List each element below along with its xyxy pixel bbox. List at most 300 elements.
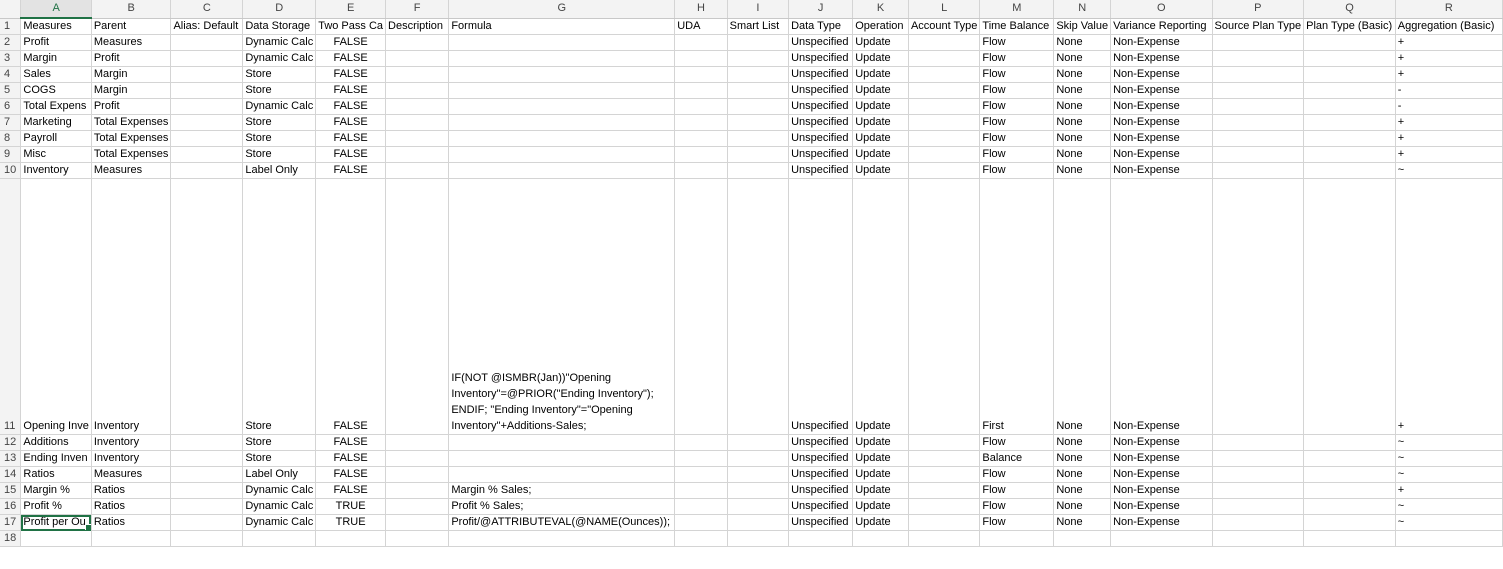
cell[interactable] <box>1212 499 1304 515</box>
cell[interactable]: Update <box>853 499 909 515</box>
cell[interactable] <box>853 531 909 547</box>
cell[interactable] <box>1212 35 1304 51</box>
cell[interactable]: + <box>1395 51 1502 67</box>
cell[interactable]: Flow <box>980 467 1054 483</box>
cell[interactable] <box>171 67 243 83</box>
cell[interactable] <box>675 435 727 451</box>
column-header[interactable]: N <box>1054 0 1111 18</box>
cell[interactable]: FALSE <box>316 467 386 483</box>
cell[interactable] <box>386 51 449 67</box>
cell[interactable]: Flow <box>980 35 1054 51</box>
column-header[interactable]: O <box>1111 0 1212 18</box>
cell[interactable] <box>727 451 788 467</box>
cell[interactable] <box>386 131 449 147</box>
cell[interactable]: Skip Value <box>1054 18 1111 35</box>
cell[interactable]: Unspecified <box>789 451 853 467</box>
cell[interactable]: FALSE <box>316 147 386 163</box>
cell[interactable]: FALSE <box>316 131 386 147</box>
cell[interactable]: None <box>1054 131 1111 147</box>
cell[interactable] <box>449 531 675 547</box>
row-header[interactable]: 13 <box>0 451 21 467</box>
cell[interactable]: Non-Expense <box>1111 179 1212 435</box>
cell[interactable] <box>908 531 979 547</box>
cell[interactable] <box>316 531 386 547</box>
cell[interactable]: FALSE <box>316 83 386 99</box>
cell[interactable] <box>1212 51 1304 67</box>
select-all-corner[interactable] <box>0 0 21 18</box>
cell[interactable] <box>449 163 675 179</box>
cell[interactable]: FALSE <box>316 67 386 83</box>
column-header[interactable]: Q <box>1304 0 1396 18</box>
cell[interactable]: Misc <box>21 147 91 163</box>
cell[interactable] <box>1212 515 1304 531</box>
row-header[interactable]: 9 <box>0 147 21 163</box>
cell[interactable]: Update <box>853 35 909 51</box>
cell[interactable] <box>1304 531 1396 547</box>
cell[interactable]: Total Expenses <box>91 131 171 147</box>
cell[interactable]: + <box>1395 131 1502 147</box>
cell[interactable] <box>1304 179 1396 435</box>
cell[interactable]: Update <box>853 147 909 163</box>
cell[interactable]: Non-Expense <box>1111 467 1212 483</box>
cell[interactable]: Measures <box>91 467 171 483</box>
cell[interactable] <box>91 531 171 547</box>
cell[interactable]: Margin <box>91 83 171 99</box>
cell[interactable] <box>908 35 979 51</box>
cell[interactable] <box>171 179 243 435</box>
cell[interactable] <box>727 483 788 499</box>
cell[interactable] <box>386 483 449 499</box>
cell[interactable] <box>675 179 727 435</box>
cell[interactable]: Label Only <box>243 467 316 483</box>
cell[interactable] <box>727 499 788 515</box>
cell[interactable]: Data Storage <box>243 18 316 35</box>
cell[interactable] <box>386 179 449 435</box>
cell[interactable]: Ratios <box>91 515 171 531</box>
cell[interactable]: Flow <box>980 131 1054 147</box>
cell[interactable]: Non-Expense <box>1111 451 1212 467</box>
cell[interactable]: Non-Expense <box>1111 147 1212 163</box>
cell[interactable]: Unspecified <box>789 467 853 483</box>
cell[interactable]: FALSE <box>316 163 386 179</box>
cell[interactable] <box>171 83 243 99</box>
cell[interactable]: Payroll <box>21 131 91 147</box>
cell[interactable]: Flow <box>980 163 1054 179</box>
cell[interactable] <box>171 99 243 115</box>
cell[interactable] <box>908 99 979 115</box>
column-header[interactable]: P <box>1212 0 1304 18</box>
cell[interactable]: Unspecified <box>789 483 853 499</box>
cell[interactable] <box>1304 83 1396 99</box>
cell[interactable]: None <box>1054 147 1111 163</box>
cell[interactable]: Update <box>853 515 909 531</box>
cell[interactable]: Flow <box>980 499 1054 515</box>
cell[interactable] <box>727 179 788 435</box>
cell[interactable]: Unspecified <box>789 515 853 531</box>
cell[interactable]: Total Expens <box>21 99 91 115</box>
cell[interactable] <box>675 131 727 147</box>
cell[interactable] <box>449 51 675 67</box>
cell[interactable]: Margin <box>91 67 171 83</box>
cell[interactable] <box>675 531 727 547</box>
cell[interactable]: Non-Expense <box>1111 163 1212 179</box>
cell[interactable]: Update <box>853 83 909 99</box>
cell[interactable]: Flow <box>980 115 1054 131</box>
cell[interactable]: Flow <box>980 99 1054 115</box>
cell[interactable]: Unspecified <box>789 131 853 147</box>
cell[interactable] <box>1212 531 1304 547</box>
cell[interactable]: Inventory <box>91 435 171 451</box>
cell[interactable] <box>727 163 788 179</box>
cell[interactable]: COGS <box>21 83 91 99</box>
cell[interactable] <box>727 147 788 163</box>
cell[interactable] <box>449 131 675 147</box>
cell[interactable] <box>1304 115 1396 131</box>
cell[interactable]: Label Only <box>243 163 316 179</box>
cell[interactable] <box>727 515 788 531</box>
cell[interactable]: Non-Expense <box>1111 499 1212 515</box>
cell[interactable]: Account Type <box>908 18 979 35</box>
cell[interactable] <box>1212 451 1304 467</box>
cell[interactable]: Unspecified <box>789 99 853 115</box>
cell[interactable]: Non-Expense <box>1111 115 1212 131</box>
cell[interactable]: None <box>1054 163 1111 179</box>
cell[interactable]: Time Balance <box>980 18 1054 35</box>
cell[interactable] <box>727 99 788 115</box>
cell[interactable]: Unspecified <box>789 35 853 51</box>
cell[interactable]: Store <box>243 83 316 99</box>
cell[interactable]: First <box>980 179 1054 435</box>
cell[interactable] <box>908 483 979 499</box>
column-header[interactable]: E <box>316 0 386 18</box>
cell[interactable]: Additions <box>21 435 91 451</box>
column-header[interactable]: I <box>727 0 788 18</box>
cell[interactable] <box>1304 515 1396 531</box>
cell[interactable] <box>386 83 449 99</box>
row-header[interactable]: 15 <box>0 483 21 499</box>
cell[interactable] <box>171 115 243 131</box>
cell[interactable] <box>675 99 727 115</box>
cell[interactable]: Dynamic Calc <box>243 51 316 67</box>
cell[interactable] <box>171 51 243 67</box>
cell[interactable] <box>675 51 727 67</box>
cell[interactable]: Flow <box>980 435 1054 451</box>
cell[interactable]: Update <box>853 99 909 115</box>
cell[interactable]: Measures <box>91 163 171 179</box>
cell[interactable]: Inventory <box>21 163 91 179</box>
cell[interactable] <box>727 115 788 131</box>
row-header[interactable]: 11 <box>0 179 21 435</box>
cell[interactable] <box>386 515 449 531</box>
cell[interactable]: Update <box>853 131 909 147</box>
cell[interactable]: Unspecified <box>789 115 853 131</box>
cell[interactable] <box>908 131 979 147</box>
cell[interactable] <box>1304 131 1396 147</box>
cell[interactable] <box>1304 451 1396 467</box>
cell[interactable]: UDA <box>675 18 727 35</box>
cell[interactable]: FALSE <box>316 435 386 451</box>
cell[interactable]: Dynamic Calc <box>243 99 316 115</box>
cell[interactable]: Unspecified <box>789 147 853 163</box>
cell[interactable]: + <box>1395 115 1502 131</box>
cell[interactable] <box>1304 99 1396 115</box>
cell[interactable]: Non-Expense <box>1111 35 1212 51</box>
cell[interactable]: Profit <box>21 35 91 51</box>
row-header[interactable]: 14 <box>0 467 21 483</box>
cell[interactable]: Dynamic Calc <box>243 515 316 531</box>
cell[interactable] <box>727 531 788 547</box>
cell[interactable]: Non-Expense <box>1111 99 1212 115</box>
cell[interactable]: None <box>1054 483 1111 499</box>
column-header[interactable]: L <box>908 0 979 18</box>
cell[interactable] <box>386 67 449 83</box>
cell[interactable]: FALSE <box>316 51 386 67</box>
cell[interactable] <box>908 467 979 483</box>
cell[interactable]: Update <box>853 483 909 499</box>
cell[interactable] <box>789 531 853 547</box>
cell[interactable] <box>1304 499 1396 515</box>
cell[interactable] <box>1212 163 1304 179</box>
cell[interactable]: ~ <box>1395 515 1502 531</box>
cell[interactable] <box>449 35 675 51</box>
cell[interactable]: + <box>1395 35 1502 51</box>
cell[interactable] <box>171 467 243 483</box>
cell[interactable]: Store <box>243 131 316 147</box>
cell[interactable] <box>727 131 788 147</box>
cell[interactable]: Ratios <box>21 467 91 483</box>
cell[interactable] <box>386 99 449 115</box>
cell[interactable] <box>1304 467 1396 483</box>
cell[interactable] <box>449 99 675 115</box>
cell[interactable] <box>675 515 727 531</box>
cell[interactable]: Sales <box>21 67 91 83</box>
cell[interactable]: Flow <box>980 67 1054 83</box>
cell[interactable] <box>727 467 788 483</box>
cell[interactable]: None <box>1054 499 1111 515</box>
cell[interactable] <box>675 83 727 99</box>
cell[interactable] <box>386 467 449 483</box>
cell[interactable] <box>171 451 243 467</box>
cell[interactable]: Two Pass Ca <box>316 18 386 35</box>
cell[interactable]: Unspecified <box>789 435 853 451</box>
cell[interactable]: Non-Expense <box>1111 51 1212 67</box>
active-cell[interactable]: Profit per Ou <box>21 515 91 531</box>
cell[interactable]: None <box>1054 67 1111 83</box>
cell[interactable]: Profit % Sales; <box>449 499 675 515</box>
cell[interactable]: Margin % Sales; <box>449 483 675 499</box>
cell[interactable] <box>1304 163 1396 179</box>
cell[interactable]: + <box>1395 67 1502 83</box>
cell[interactable]: Update <box>853 179 909 435</box>
cell[interactable] <box>386 531 449 547</box>
cell[interactable] <box>908 451 979 467</box>
cell[interactable]: IF(NOT @ISMBR(Jan))"Opening Inventory"=@PRIOR("Ending Inventory"); ENDIF; "Ending Inventory"="Opening Inventory"+Additions-Sales; <box>449 179 675 435</box>
cell[interactable]: Formula <box>449 18 675 35</box>
cell[interactable] <box>386 115 449 131</box>
cell[interactable]: Flow <box>980 51 1054 67</box>
cell[interactable] <box>675 483 727 499</box>
cell[interactable]: + <box>1395 483 1502 499</box>
cell[interactable] <box>386 435 449 451</box>
cell[interactable]: Alias: Default <box>171 18 243 35</box>
cell[interactable] <box>449 435 675 451</box>
cell[interactable] <box>727 35 788 51</box>
column-header[interactable]: C <box>171 0 243 18</box>
cell[interactable]: Source Plan Type <box>1212 18 1304 35</box>
cell[interactable]: Update <box>853 67 909 83</box>
cell[interactable]: TRUE <box>316 499 386 515</box>
cell[interactable]: Non-Expense <box>1111 67 1212 83</box>
cell[interactable]: None <box>1054 51 1111 67</box>
cell[interactable]: Store <box>243 179 316 435</box>
cell[interactable] <box>908 115 979 131</box>
cell[interactable]: None <box>1054 435 1111 451</box>
cell[interactable] <box>1304 435 1396 451</box>
cell[interactable] <box>449 115 675 131</box>
cell[interactable] <box>1304 51 1396 67</box>
cell[interactable]: Ending Inven <box>21 451 91 467</box>
cell[interactable]: Unspecified <box>789 179 853 435</box>
cell[interactable]: Non-Expense <box>1111 435 1212 451</box>
cell[interactable] <box>1212 83 1304 99</box>
column-header[interactable]: R <box>1395 0 1502 18</box>
cell[interactable]: Total Expenses <box>91 115 171 131</box>
cell[interactable] <box>980 531 1054 547</box>
cell[interactable]: Profit % <box>21 499 91 515</box>
cell[interactable] <box>908 499 979 515</box>
cell[interactable]: Profit <box>91 99 171 115</box>
cell[interactable] <box>908 179 979 435</box>
cell[interactable]: Inventory <box>91 451 171 467</box>
cell[interactable]: Flow <box>980 83 1054 99</box>
cell[interactable]: Aggregation (Basic) <box>1395 18 1502 35</box>
cell[interactable]: ~ <box>1395 163 1502 179</box>
column-header[interactable]: K <box>853 0 909 18</box>
cell[interactable] <box>386 163 449 179</box>
cell[interactable]: Store <box>243 147 316 163</box>
cell[interactable]: None <box>1054 83 1111 99</box>
cell[interactable] <box>727 51 788 67</box>
row-header[interactable]: 6 <box>0 99 21 115</box>
cell[interactable] <box>908 83 979 99</box>
cell[interactable]: Dynamic Calc <box>243 499 316 515</box>
cell[interactable]: Update <box>853 51 909 67</box>
column-header[interactable]: A <box>21 0 91 18</box>
cell[interactable]: + <box>1395 147 1502 163</box>
row-header[interactable]: 10 <box>0 163 21 179</box>
cell[interactable] <box>1212 179 1304 435</box>
cell[interactable]: Inventory <box>91 179 171 435</box>
cell[interactable]: FALSE <box>316 483 386 499</box>
cell[interactable] <box>675 499 727 515</box>
cell[interactable]: None <box>1054 467 1111 483</box>
cell[interactable]: Measures <box>91 35 171 51</box>
row-header[interactable]: 8 <box>0 131 21 147</box>
cell[interactable] <box>727 67 788 83</box>
cell[interactable]: - <box>1395 83 1502 99</box>
cell[interactable]: Non-Expense <box>1111 483 1212 499</box>
cell[interactable]: FALSE <box>316 99 386 115</box>
cell[interactable]: Update <box>853 435 909 451</box>
cell[interactable] <box>1304 35 1396 51</box>
cell[interactable]: Store <box>243 67 316 83</box>
column-header[interactable]: J <box>789 0 853 18</box>
cell[interactable]: Variance Reporting <box>1111 18 1212 35</box>
cell[interactable]: Non-Expense <box>1111 83 1212 99</box>
cell[interactable] <box>1212 435 1304 451</box>
cell[interactable]: - <box>1395 99 1502 115</box>
cell[interactable]: None <box>1054 99 1111 115</box>
cell[interactable] <box>675 67 727 83</box>
cell[interactable]: Profit/@ATTRIBUTEVAL(@NAME(Ounces)); <box>449 515 675 531</box>
cell[interactable] <box>1395 531 1502 547</box>
cell[interactable] <box>908 515 979 531</box>
column-header[interactable]: M <box>980 0 1054 18</box>
cell[interactable] <box>1212 67 1304 83</box>
cell[interactable]: Store <box>243 451 316 467</box>
cell[interactable]: + <box>1395 179 1502 435</box>
cell[interactable]: Description <box>386 18 449 35</box>
cell[interactable] <box>727 83 788 99</box>
cell[interactable] <box>171 163 243 179</box>
row-header[interactable]: 7 <box>0 115 21 131</box>
cell[interactable]: Unspecified <box>789 499 853 515</box>
cell[interactable] <box>1212 115 1304 131</box>
cell[interactable] <box>449 83 675 99</box>
cell[interactable] <box>1304 147 1396 163</box>
cell[interactable] <box>675 147 727 163</box>
row-header[interactable]: 1 <box>0 18 21 35</box>
cell[interactable]: Dynamic Calc <box>243 35 316 51</box>
row-header[interactable]: 2 <box>0 35 21 51</box>
cell[interactable]: Update <box>853 467 909 483</box>
row-header[interactable]: 17 <box>0 515 21 531</box>
cell[interactable] <box>171 483 243 499</box>
cell[interactable] <box>675 163 727 179</box>
cell[interactable]: TRUE <box>316 515 386 531</box>
cell[interactable] <box>171 435 243 451</box>
cell[interactable] <box>1212 483 1304 499</box>
cell[interactable]: Unspecified <box>789 163 853 179</box>
cell[interactable]: Store <box>243 115 316 131</box>
cell[interactable]: Update <box>853 451 909 467</box>
cell[interactable]: Marketing <box>21 115 91 131</box>
column-header[interactable]: B <box>91 0 171 18</box>
cell[interactable] <box>171 515 243 531</box>
row-header[interactable]: 4 <box>0 67 21 83</box>
cell[interactable] <box>675 451 727 467</box>
cell[interactable]: Ratios <box>91 483 171 499</box>
cell[interactable]: Unspecified <box>789 83 853 99</box>
cell[interactable]: Non-Expense <box>1111 131 1212 147</box>
cell[interactable]: Margin % <box>21 483 91 499</box>
row-header[interactable]: 5 <box>0 83 21 99</box>
cell[interactable] <box>449 467 675 483</box>
cell[interactable]: Ratios <box>91 499 171 515</box>
cell[interactable]: Update <box>853 115 909 131</box>
cell[interactable] <box>908 147 979 163</box>
cell[interactable] <box>386 35 449 51</box>
cell[interactable]: Dynamic Calc <box>243 483 316 499</box>
cell[interactable] <box>171 131 243 147</box>
cell[interactable] <box>1212 131 1304 147</box>
cell[interactable] <box>386 451 449 467</box>
cell[interactable] <box>908 51 979 67</box>
cell[interactable]: Profit <box>91 51 171 67</box>
cell[interactable]: Operation <box>853 18 909 35</box>
cell[interactable]: FALSE <box>316 35 386 51</box>
cell[interactable] <box>449 67 675 83</box>
